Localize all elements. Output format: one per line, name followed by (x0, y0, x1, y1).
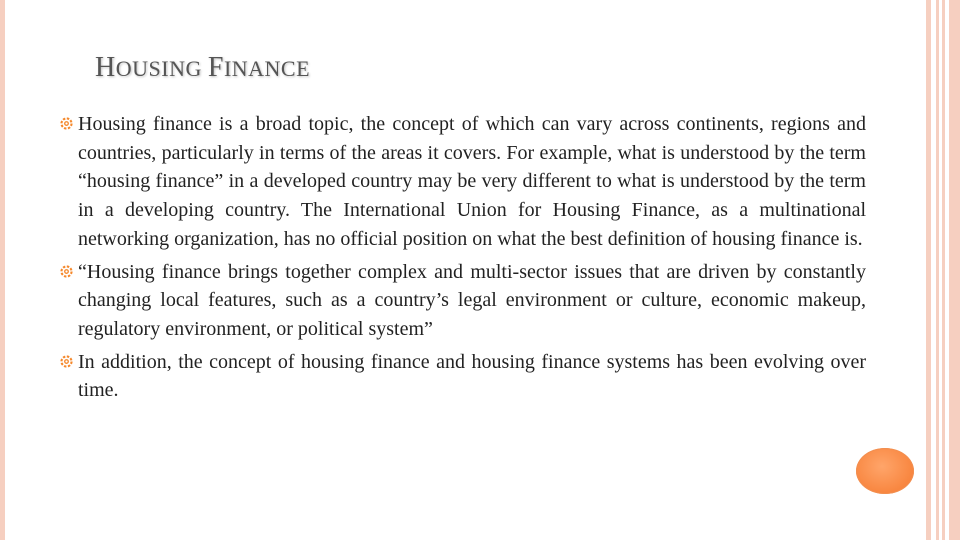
bullet-item (60, 110, 866, 254)
title-rest-1: OUSING (115, 56, 208, 81)
bullet-item (60, 348, 866, 405)
bullet-item (60, 258, 866, 344)
bullet-list (60, 110, 866, 405)
title-rest-2: INANCE (223, 56, 311, 81)
title-cap-f: F (207, 52, 224, 83)
bullet-text: “Housing finance brings together complex and multi-sector issues that are driven by constantly changing local features, such as a country’s legal environment or culture, economic makeup, regulatory environment, or political system” (78, 260, 866, 340)
stripe (936, 0, 939, 540)
gear-bullet-icon (60, 355, 73, 368)
orange-circle-decoration (856, 448, 914, 494)
title-cap-h: H (95, 52, 116, 83)
gear-bullet-icon (60, 117, 73, 130)
slide-right-stripes (926, 0, 960, 540)
bullet-text: Housing finance is a broad topic, the concept of which can vary across continents, regions and countries, particularly in terms of the areas it covers. For example, what is understood by the term “housing finance” in a developed country may be very different to what is understood by the term in a developing country. The International Union for Housing Finance, as a multinational networking organization, has no official position on what the best definition of housing finance is. (78, 113, 866, 250)
stripe (949, 0, 960, 540)
stripe (926, 0, 931, 540)
gear-bullet-icon (60, 265, 73, 278)
bullet-text: In addition, the concept of housing finance and housing finance systems has been evolving over time. (78, 350, 866, 402)
slide-title (95, 52, 310, 84)
stripe (942, 0, 945, 540)
